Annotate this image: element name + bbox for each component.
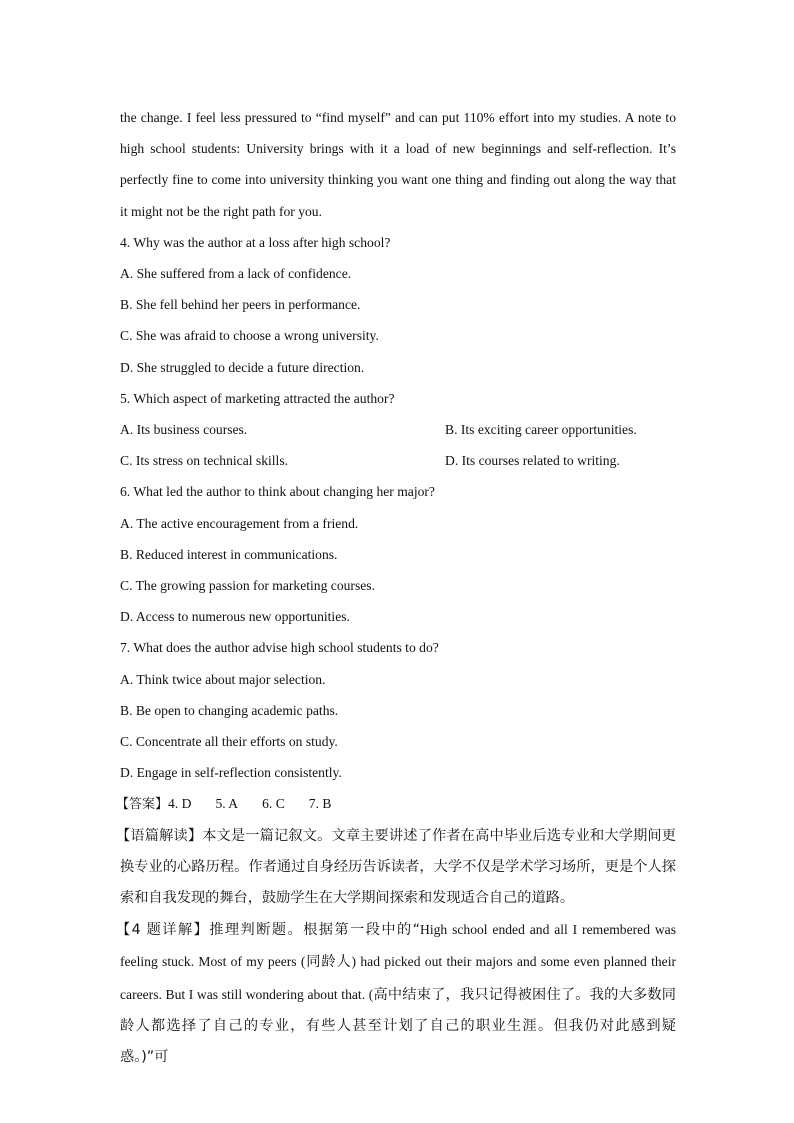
option-d: D. Its courses related to writing. xyxy=(445,453,620,469)
detail-quote: High school ended and all I remembered was feeling stuck. Most of my peers ( xyxy=(120,922,676,970)
option-b: B. Be open to changing academic paths. xyxy=(120,702,339,718)
answer-key xyxy=(116,788,676,820)
option-c: C. Its stress on technical skills. xyxy=(120,453,289,469)
analysis-label: 【语篇解读】 xyxy=(116,827,203,844)
question-stem: 5. Which aspect of marketing attracted the author? xyxy=(120,390,395,406)
q4-detail xyxy=(116,914,677,1073)
passage-ending: the change. I feel less pressured to “find myself” and can put 110% effort into my studies. A note to high school students: University brings with it a load of new beginnings and self-reflection. It’s perfectly fine to come into university thinking you want one thing and finding out along the way that it might not be the right path for you. xyxy=(120,110,676,219)
analysis-text: 本文是一篇记叙文。文章主要讲述了作者在高中毕业后选专业和大学期间更换专业的心路历程。作者通过自身经历告诉读者，大学不仅是学术学习场所，更是个人探索和自我发现的舞台，鼓励学生在大学期间探索和发现适合自己的道路。 xyxy=(120,827,676,907)
option-d: D. She struggled to decide a future direction. xyxy=(120,359,365,375)
question-5 xyxy=(120,383,676,477)
option-a: A. Think twice about major selection. xyxy=(120,671,326,687)
question-6 xyxy=(120,476,676,632)
option-c: C. Concentrate all their efforts on study. xyxy=(120,734,338,750)
option-a: A. She suffered from a lack of confidence. xyxy=(120,266,352,282)
page-content xyxy=(116,102,677,1073)
option-d: D. Engage in self-reflection consistently. xyxy=(120,765,342,781)
detail-translation: 高中结束了，我只记得被困住了。我的大多数同龄人都选择了自己的专业，有些人甚至计划了自己的职业生涯。但我仍对此感到疑惑。)”可 xyxy=(120,986,676,1066)
option-c: C. The growing passion for marketing courses. xyxy=(120,578,375,594)
answer-q4: 4. D xyxy=(168,796,192,812)
options-row-2 xyxy=(120,445,676,476)
detail-gloss: 同龄人 xyxy=(305,954,352,971)
answer-q5: 5. A xyxy=(215,796,239,812)
reading-analysis xyxy=(116,821,676,915)
answer-q7: 7. B xyxy=(308,796,332,812)
option-b: B. Reduced interest in communications. xyxy=(120,546,338,562)
answer-label: 【答案】 xyxy=(116,797,169,813)
option-a: A. The active encouragement from a friend. xyxy=(120,515,359,531)
options-row-1 xyxy=(120,414,676,445)
option-a: A. Its business courses. xyxy=(120,422,248,438)
question-4 xyxy=(120,227,676,383)
question-stem: 7. What does the author advise high school students to do? xyxy=(120,640,439,656)
option-d: D. Access to numerous new opportunities. xyxy=(120,609,350,625)
question-stem: 4. Why was the author at a loss after high school? xyxy=(120,234,391,250)
question-stem: 6. What led the author to think about changing her major? xyxy=(120,484,435,500)
detail-label: 【4 题详解】 xyxy=(116,922,210,939)
option-b: B. Its exciting career opportunities. xyxy=(445,422,637,438)
answer-q6: 6. C xyxy=(262,796,285,812)
detail-quote-continued: ) had picked out their majors and some even planned their careers. But I was still wondering about that. ( xyxy=(120,954,677,1002)
option-c: C. She was afraid to choose a wrong university. xyxy=(120,328,379,344)
question-7 xyxy=(120,632,676,788)
option-b: B. She fell behind her peers in performance. xyxy=(120,297,361,313)
detail-intro: 推理判断题。根据第一段中的“ xyxy=(209,922,421,939)
